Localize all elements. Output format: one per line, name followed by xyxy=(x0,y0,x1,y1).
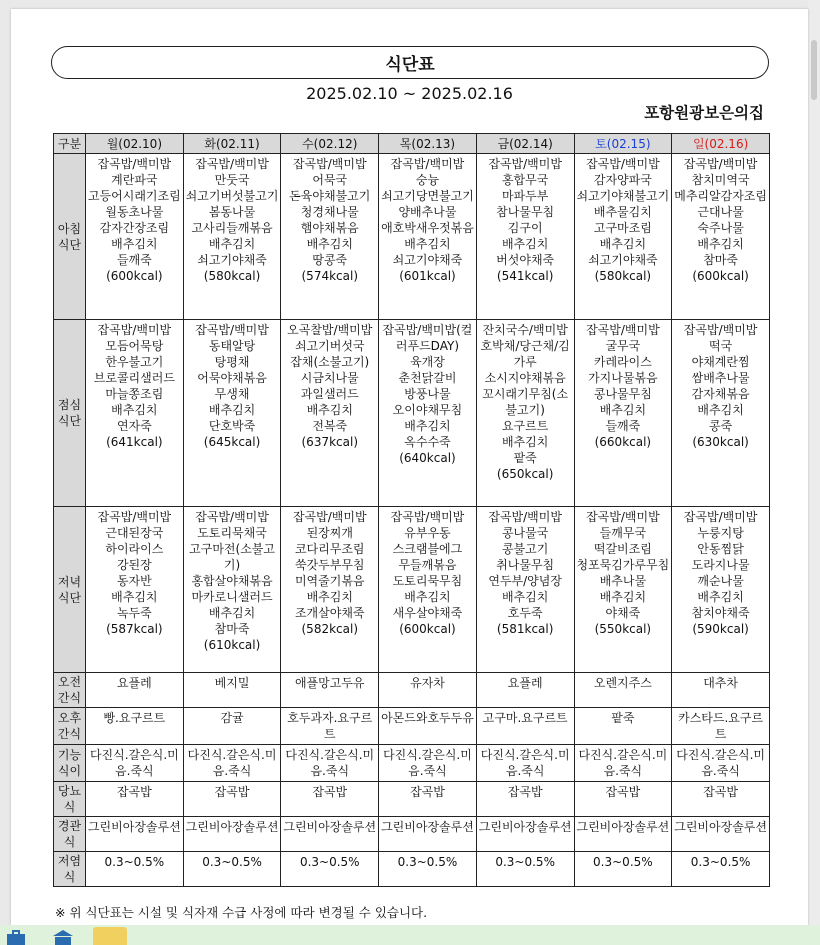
menu-item: 배추김치 xyxy=(306,237,353,251)
functional-cell-wed: 다진식.갈은식.미음.죽식 xyxy=(281,745,379,782)
menu-item: 배추김치 xyxy=(697,403,744,417)
taskbar xyxy=(0,925,820,945)
calorie-value: (640kcal) xyxy=(399,451,456,465)
menu-item: 새우살야채죽 xyxy=(392,606,463,620)
menu-item: 메추리알감자조림 xyxy=(674,189,767,203)
pm_snack-cell-tue: 감귤 xyxy=(183,708,281,745)
dinner-cell-sat xyxy=(574,507,672,673)
functional-cell-fri: 다진식.갈은식.미음.죽식 xyxy=(476,745,574,782)
menu-item: 잡채(소불고기) xyxy=(290,355,370,369)
menu-item: 취나물무침 xyxy=(496,558,555,572)
row-label-dinner: 저녁 식단 xyxy=(54,507,86,673)
menu-item: 감자채볶음 xyxy=(691,387,750,401)
menu-item: 고구마전(소불고기) xyxy=(189,542,275,572)
menu-item: 배추김치 xyxy=(404,590,451,604)
menu-item: 들깨죽 xyxy=(605,419,641,433)
menu-item: 배추김치 xyxy=(111,237,158,251)
menu-item: 잡곡밥/백미밥 xyxy=(97,323,172,337)
menu-item: 안동찜닭 xyxy=(697,542,744,556)
diabetic-cell-thu: 잡곡밥 xyxy=(379,782,477,817)
menu-item: 배추물김치 xyxy=(593,205,652,219)
menu-item: 시금치나물 xyxy=(300,371,359,385)
menu-item: 땅콩죽 xyxy=(312,253,348,267)
calorie-value: (660kcal) xyxy=(594,435,652,449)
row-label-am_snack: 오전 간식 xyxy=(54,673,86,708)
menu-item: 도토리묵채국 xyxy=(197,526,267,540)
menu-item: 배추김치 xyxy=(501,590,549,604)
calorie-value: (650kcal) xyxy=(496,467,554,481)
menu-item: 도라지나물 xyxy=(691,558,750,572)
menu-item: 청포묵김가루무침 xyxy=(576,558,670,572)
menu-item: 배추김치 xyxy=(208,237,256,251)
menu-item: 잡곡밥/백미밥 xyxy=(586,157,660,171)
header-row xyxy=(54,134,770,154)
menu-item: 잡곡밥/백미밥 xyxy=(488,510,562,524)
pm_snack-cell-mon: 빵.요구르트 xyxy=(86,708,184,745)
menu-item: 들깨죽 xyxy=(116,253,152,267)
menu-item: 월동초나물 xyxy=(105,205,164,219)
breakfast-cell-fri xyxy=(476,154,574,320)
menu-item: 쇠고기버섯불고기 xyxy=(185,189,279,203)
calorie-value: (587kcal) xyxy=(106,622,163,636)
day-header-tue: 화(02.11) xyxy=(183,134,281,154)
calorie-value: (641kcal) xyxy=(106,435,163,449)
menu-table xyxy=(53,133,770,887)
row-label-functional: 기능 식이 xyxy=(54,745,86,782)
row-label-diabetic: 당뇨 식 xyxy=(54,782,86,817)
menu-item: 소시지야채볶음 xyxy=(484,371,566,385)
am_snack-cell-thu: 유자차 xyxy=(379,673,477,708)
menu-item: 잡곡밥/백미밥 xyxy=(586,323,660,337)
calorie-value: (600kcal) xyxy=(106,269,163,283)
row-label-pm_snack: 오후 간식 xyxy=(54,708,86,745)
dinner-cell-fri xyxy=(476,507,574,673)
menu-item: 오곡찰밥/백미밥 xyxy=(287,323,373,337)
menu-item: 배추김치 xyxy=(501,237,549,251)
menu-item: 배추나물 xyxy=(599,574,647,588)
day-header-wed: 수(02.12) xyxy=(281,134,379,154)
low_salt-cell-thu: 0.3~0.5% xyxy=(379,852,477,887)
calorie-value: (541kcal) xyxy=(496,269,554,283)
menu-item: 잡곡밥/백미밥 xyxy=(390,157,465,171)
footnote: ※ 위 식단표는 시설 및 식자재 수급 사정에 따라 변경될 수 있습니다. xyxy=(55,905,428,920)
menu-item: 햄야채볶음 xyxy=(300,221,359,235)
dinner-cell-wed xyxy=(281,507,379,673)
menu-item: 호두죽 xyxy=(507,606,543,620)
low_salt-cell-mon: 0.3~0.5% xyxy=(86,852,184,887)
dinner-cell-tue xyxy=(183,507,281,673)
menu-item: 배추김치 xyxy=(599,590,647,604)
row-label-breakfast: 아침 식단 xyxy=(54,154,86,320)
menu-item: 배추김치 xyxy=(501,435,549,449)
menu-item: 고구마조림 xyxy=(593,221,652,235)
pm_snack-cell-wed: 호두과자.요구르트 xyxy=(281,708,379,745)
menu-item: 돈육야채불고기 xyxy=(289,189,371,203)
row-diabetic xyxy=(54,782,770,817)
calorie-value: (645kcal) xyxy=(203,435,261,449)
day-header-thu: 목(02.13) xyxy=(379,134,477,154)
menu-item: 숙주나물 xyxy=(697,221,744,235)
pm_snack-cell-thu: 아몬드와호두두유 xyxy=(379,708,477,745)
menu-item: 춘천닭갈비 xyxy=(398,371,457,385)
menu-item: 동태알탕 xyxy=(208,339,256,353)
breakfast-cell-thu xyxy=(379,154,477,320)
menu-item: 배추김치 xyxy=(697,237,744,251)
calorie-value: (600kcal) xyxy=(692,269,749,283)
menu-item: 코다리무조림 xyxy=(294,542,365,556)
calorie-value: (574kcal) xyxy=(301,269,359,283)
menu-item: 잡곡밥/백미밥 xyxy=(292,157,367,171)
menu-item: 단호박죽 xyxy=(208,419,256,433)
lunch-cell-wed xyxy=(281,320,379,507)
menu-item: 떡갈비조림 xyxy=(593,542,652,556)
breakfast-cell-mon xyxy=(86,154,184,320)
scrollbar[interactable] xyxy=(808,0,820,925)
menu-item: 호박채/당근채/김가루 xyxy=(480,339,570,369)
menu-item: 동자반 xyxy=(116,574,152,588)
calorie-value: (600kcal) xyxy=(399,622,456,636)
diabetic-cell-tue: 잡곡밥 xyxy=(183,782,281,817)
lunch-cell-tue xyxy=(183,320,281,507)
menu-item: 버섯야채죽 xyxy=(496,253,555,267)
menu-item: 어묵야채볶음 xyxy=(197,371,267,385)
menu-item: 홍합살야채볶음 xyxy=(191,574,273,588)
menu-item: 잡곡밥/백미밥(컬러푸드DAY) xyxy=(382,323,473,353)
menu-item: 잡곡밥/백미밥 xyxy=(292,510,367,524)
am_snack-cell-fri: 요플레 xyxy=(476,673,574,708)
menu-item: 잔치국수/백미밥 xyxy=(482,323,568,337)
day-header-mon: 월(02.10) xyxy=(86,134,184,154)
row-tube xyxy=(54,817,770,852)
diabetic-cell-mon: 잡곡밥 xyxy=(86,782,184,817)
low_salt-cell-tue: 0.3~0.5% xyxy=(183,852,281,887)
tube-cell-fri: 그린비아장솔루션 xyxy=(476,817,574,852)
menu-item: 잡곡밥/백미밥 xyxy=(195,510,269,524)
menu-item: 연자죽 xyxy=(116,419,152,433)
am_snack-cell-wed: 애플망고두유 xyxy=(281,673,379,708)
menu-item: 고사리들깨볶음 xyxy=(191,221,273,235)
menu-item: 전복죽 xyxy=(312,419,348,433)
menu-item: 마카로니샐러드 xyxy=(191,590,273,604)
tube-cell-mon: 그린비아장솔루션 xyxy=(86,817,184,852)
menu-item: 배추김치 xyxy=(208,403,256,417)
menu-item: 쇠고기야채불고기 xyxy=(576,189,670,203)
menu-item: 조개살야채죽 xyxy=(294,606,365,620)
functional-cell-mon: 다진식.갈은식.미음.죽식 xyxy=(86,745,184,782)
lunch-cell-fri xyxy=(476,320,574,507)
page-title: 식단표 xyxy=(51,46,769,79)
menu-item: 배추김치 xyxy=(697,590,744,604)
row-pm_snack xyxy=(54,708,770,745)
low_salt-cell-sun: 0.3~0.5% xyxy=(672,852,770,887)
menu-item: 요구르트 xyxy=(501,419,549,433)
menu-item: 잡곡밥/백미밥 xyxy=(586,510,660,524)
calorie-value: (580kcal) xyxy=(203,269,261,283)
menu-item: 야채죽 xyxy=(605,606,641,620)
row-am_snack xyxy=(54,673,770,708)
menu-item: 김구이 xyxy=(507,221,543,235)
menu-item: 들깨무국 xyxy=(599,526,647,540)
dinner-cell-sun xyxy=(672,507,770,673)
menu-item: 야채계란찜 xyxy=(691,355,750,369)
row-label-lunch: 점심 식단 xyxy=(54,320,86,507)
low_salt-cell-fri: 0.3~0.5% xyxy=(476,852,574,887)
row-low_salt xyxy=(54,852,770,887)
menu-item: 카레라이스 xyxy=(593,355,652,369)
tube-cell-wed: 그린비아장솔루션 xyxy=(281,817,379,852)
menu-item: 마늘쫑조림 xyxy=(105,387,164,401)
date-range: 2025.02.10 ~ 2025.02.16 xyxy=(306,84,513,103)
menu-item: 잡곡밥/백미밥 xyxy=(683,510,758,524)
am_snack-cell-sat: 오렌지주스 xyxy=(574,673,672,708)
menu-item: 잡곡밥/백미밥 xyxy=(195,157,269,171)
meal-row-breakfast xyxy=(54,154,770,320)
menu-item: 만둣국 xyxy=(214,173,250,187)
tube-cell-sat: 그린비아장솔루션 xyxy=(574,817,672,852)
row-label-tube: 경관 식 xyxy=(54,817,86,852)
menu-item: 쌈배추나물 xyxy=(691,371,750,385)
row-functional xyxy=(54,745,770,782)
menu-item: 무들깨볶음 xyxy=(398,558,457,572)
calorie-value: (582kcal) xyxy=(301,622,359,636)
menu-item: 연두부/양념장 xyxy=(488,574,562,588)
tube-cell-thu: 그린비아장솔루션 xyxy=(379,817,477,852)
day-header-fri: 금(02.14) xyxy=(476,134,574,154)
menu-item: 고등어시래기조림 xyxy=(87,189,181,203)
menu-item: 과일샐러드 xyxy=(300,387,359,401)
menu-item: 배추김치 xyxy=(306,403,353,417)
lunch-cell-sat xyxy=(574,320,672,507)
diabetic-cell-fri: 잡곡밥 xyxy=(476,782,574,817)
menu-item: 방풍나물 xyxy=(404,387,451,401)
menu-item: 잡곡밥/백미밥 xyxy=(683,323,758,337)
low_salt-cell-sat: 0.3~0.5% xyxy=(574,852,672,887)
kakaotalk-icon[interactable] xyxy=(93,927,127,945)
diabetic-cell-sun: 잡곡밥 xyxy=(672,782,770,817)
document-page xyxy=(11,9,808,925)
menu-item: 콩불고기 xyxy=(501,542,549,556)
menu-item: 떡국 xyxy=(709,339,733,353)
calorie-value: (590kcal) xyxy=(692,622,749,636)
lunch-cell-sun xyxy=(672,320,770,507)
menu-item: 한우불고기 xyxy=(105,355,164,369)
breakfast-cell-wed xyxy=(281,154,379,320)
breakfast-cell-sat xyxy=(574,154,672,320)
menu-item: 된장찌개 xyxy=(306,526,353,540)
menu-item: 오이야채무침 xyxy=(392,403,463,417)
menu-item: 잡곡밥/백미밥 xyxy=(390,510,465,524)
dinner-cell-mon xyxy=(86,507,184,673)
menu-item: 육개장 xyxy=(410,355,445,369)
menu-item: 배추김치 xyxy=(599,403,647,417)
menu-item: 배추김치 xyxy=(208,606,256,620)
menu-item: 팥죽 xyxy=(513,451,537,465)
menu-item: 쇠고기야채죽 xyxy=(392,253,463,267)
diabetic-cell-wed: 잡곡밥 xyxy=(281,782,379,817)
menu-item: 애호박새우젓볶음 xyxy=(381,221,474,235)
menu-item: 가지나물볶음 xyxy=(588,371,658,385)
menu-item: 감자간장조림 xyxy=(99,221,170,235)
menu-item: 브로콜리샐러드 xyxy=(93,371,175,385)
menu-item: 근대나물 xyxy=(697,205,744,219)
meal-row-lunch xyxy=(54,320,770,507)
menu-item: 쑥갓두부무침 xyxy=(294,558,365,572)
menu-item: 콩죽 xyxy=(709,419,733,433)
menu-item: 참치야채죽 xyxy=(691,606,750,620)
functional-cell-sun: 다진식.갈은식.미음.죽식 xyxy=(672,745,770,782)
menu-item: 참마죽 xyxy=(703,253,738,267)
menu-item: 콩나물무침 xyxy=(593,387,652,401)
organization-name: 포항원광보은의집 xyxy=(644,104,764,122)
menu-item: 탕평채 xyxy=(214,355,250,369)
tube-cell-sun: 그린비아장솔루션 xyxy=(672,817,770,852)
menu-item: 깨순나물 xyxy=(697,574,744,588)
menu-item: 녹두죽 xyxy=(116,606,152,620)
menu-item: 배추김치 xyxy=(599,237,647,251)
menu-item: 어묵국 xyxy=(312,173,348,187)
calorie-value: (581kcal) xyxy=(496,622,554,636)
menu-item: 계란파국 xyxy=(111,173,158,187)
menu-item: 잡곡밥/백미밥 xyxy=(683,157,758,171)
breakfast-cell-sun xyxy=(672,154,770,320)
lunch-cell-thu xyxy=(379,320,477,507)
menu-item: 잡곡밥/백미밥 xyxy=(97,157,172,171)
calorie-value: (580kcal) xyxy=(594,269,652,283)
menu-item: 배추김치 xyxy=(404,419,451,433)
calorie-value: (610kcal) xyxy=(203,638,261,652)
menu-item: 홍합무국 xyxy=(501,173,549,187)
day-header-sat: 토(02.15) xyxy=(574,134,672,154)
menu-item: 유부우동 xyxy=(404,526,451,540)
functional-cell-thu: 다진식.갈은식.미음.죽식 xyxy=(379,745,477,782)
menu-item: 콩나물국 xyxy=(501,526,549,540)
menu-item: 스크램블에그 xyxy=(392,542,463,556)
menu-item: 봄동나물 xyxy=(208,205,256,219)
meal-row-dinner xyxy=(54,507,770,673)
menu-item: 하이라이스 xyxy=(105,542,164,556)
menu-item: 강된장 xyxy=(116,558,152,572)
dinner-cell-thu xyxy=(379,507,477,673)
menu-item: 옥수수죽 xyxy=(404,435,451,449)
menu-item: 무생채 xyxy=(214,387,250,401)
menu-item: 배추김치 xyxy=(404,237,451,251)
pm_snack-cell-fri: 고구마.요구르트 xyxy=(476,708,574,745)
menu-item: 잡곡밥/백미밥 xyxy=(195,323,269,337)
menu-item: 배추김치 xyxy=(111,403,158,417)
menu-item: 숭늉 xyxy=(415,173,440,187)
pm_snack-cell-sun: 카스타드.요구르트 xyxy=(672,708,770,745)
menu-item: 도토리묵무침 xyxy=(392,574,463,588)
functional-cell-sat: 다진식.갈은식.미음.죽식 xyxy=(574,745,672,782)
calorie-value: (601kcal) xyxy=(399,269,456,283)
row-label-low_salt: 저염 식 xyxy=(54,852,86,887)
breakfast-cell-tue xyxy=(183,154,281,320)
low_salt-cell-wed: 0.3~0.5% xyxy=(281,852,379,887)
header-corner: 구분 xyxy=(54,134,86,154)
am_snack-cell-mon: 요플레 xyxy=(86,673,184,708)
menu-item: 미역줄기볶음 xyxy=(294,574,365,588)
menu-item: 근대된장국 xyxy=(105,526,164,540)
scrollbar-thumb[interactable] xyxy=(811,40,817,100)
school-icon[interactable] xyxy=(52,929,74,945)
pm_snack-cell-sat: 팥죽 xyxy=(574,708,672,745)
functional-cell-tue: 다진식.갈은식.미음.죽식 xyxy=(183,745,281,782)
menu-item: 감자양파국 xyxy=(593,173,652,187)
menu-item: 모듬어묵탕 xyxy=(105,339,164,353)
tube-cell-tue: 그린비아장솔루션 xyxy=(183,817,281,852)
menu-item: 참치미역국 xyxy=(691,173,750,187)
menu-item: 참나물무침 xyxy=(496,205,555,219)
menu-item: 잡곡밥/백미밥 xyxy=(97,510,172,524)
menu-item: 쇠고기야채죽 xyxy=(588,253,658,267)
menu-item: 배추김치 xyxy=(306,590,353,604)
menu-item: 쇠고기야채죽 xyxy=(197,253,267,267)
diabetic-cell-sat: 잡곡밥 xyxy=(574,782,672,817)
menu-item: 꼬시래기무침(소불고기) xyxy=(482,387,569,417)
menu-item: 배추김치 xyxy=(111,590,158,604)
briefcase-icon[interactable] xyxy=(5,929,27,945)
calorie-value: (630kcal) xyxy=(692,435,749,449)
menu-item: 잡곡밥/백미밥 xyxy=(488,157,562,171)
menu-item: 누룽지탕 xyxy=(697,526,744,540)
lunch-cell-mon xyxy=(86,320,184,507)
menu-item: 청경채나물 xyxy=(300,205,359,219)
calorie-value: (550kcal) xyxy=(594,622,652,636)
menu-item: 참마죽 xyxy=(214,622,250,636)
menu-item: 양배추나물 xyxy=(398,205,457,219)
day-header-sun: 일(02.16) xyxy=(672,134,770,154)
am_snack-cell-sun: 대추차 xyxy=(672,673,770,708)
calorie-value: (637kcal) xyxy=(301,435,359,449)
menu-item: 쇠고기당면불고기 xyxy=(381,189,474,203)
menu-item: 마파두부 xyxy=(501,189,549,203)
menu-item: 쇠고기버섯국 xyxy=(294,339,365,353)
am_snack-cell-tue: 베지밀 xyxy=(183,673,281,708)
menu-item: 굴무국 xyxy=(605,339,641,353)
